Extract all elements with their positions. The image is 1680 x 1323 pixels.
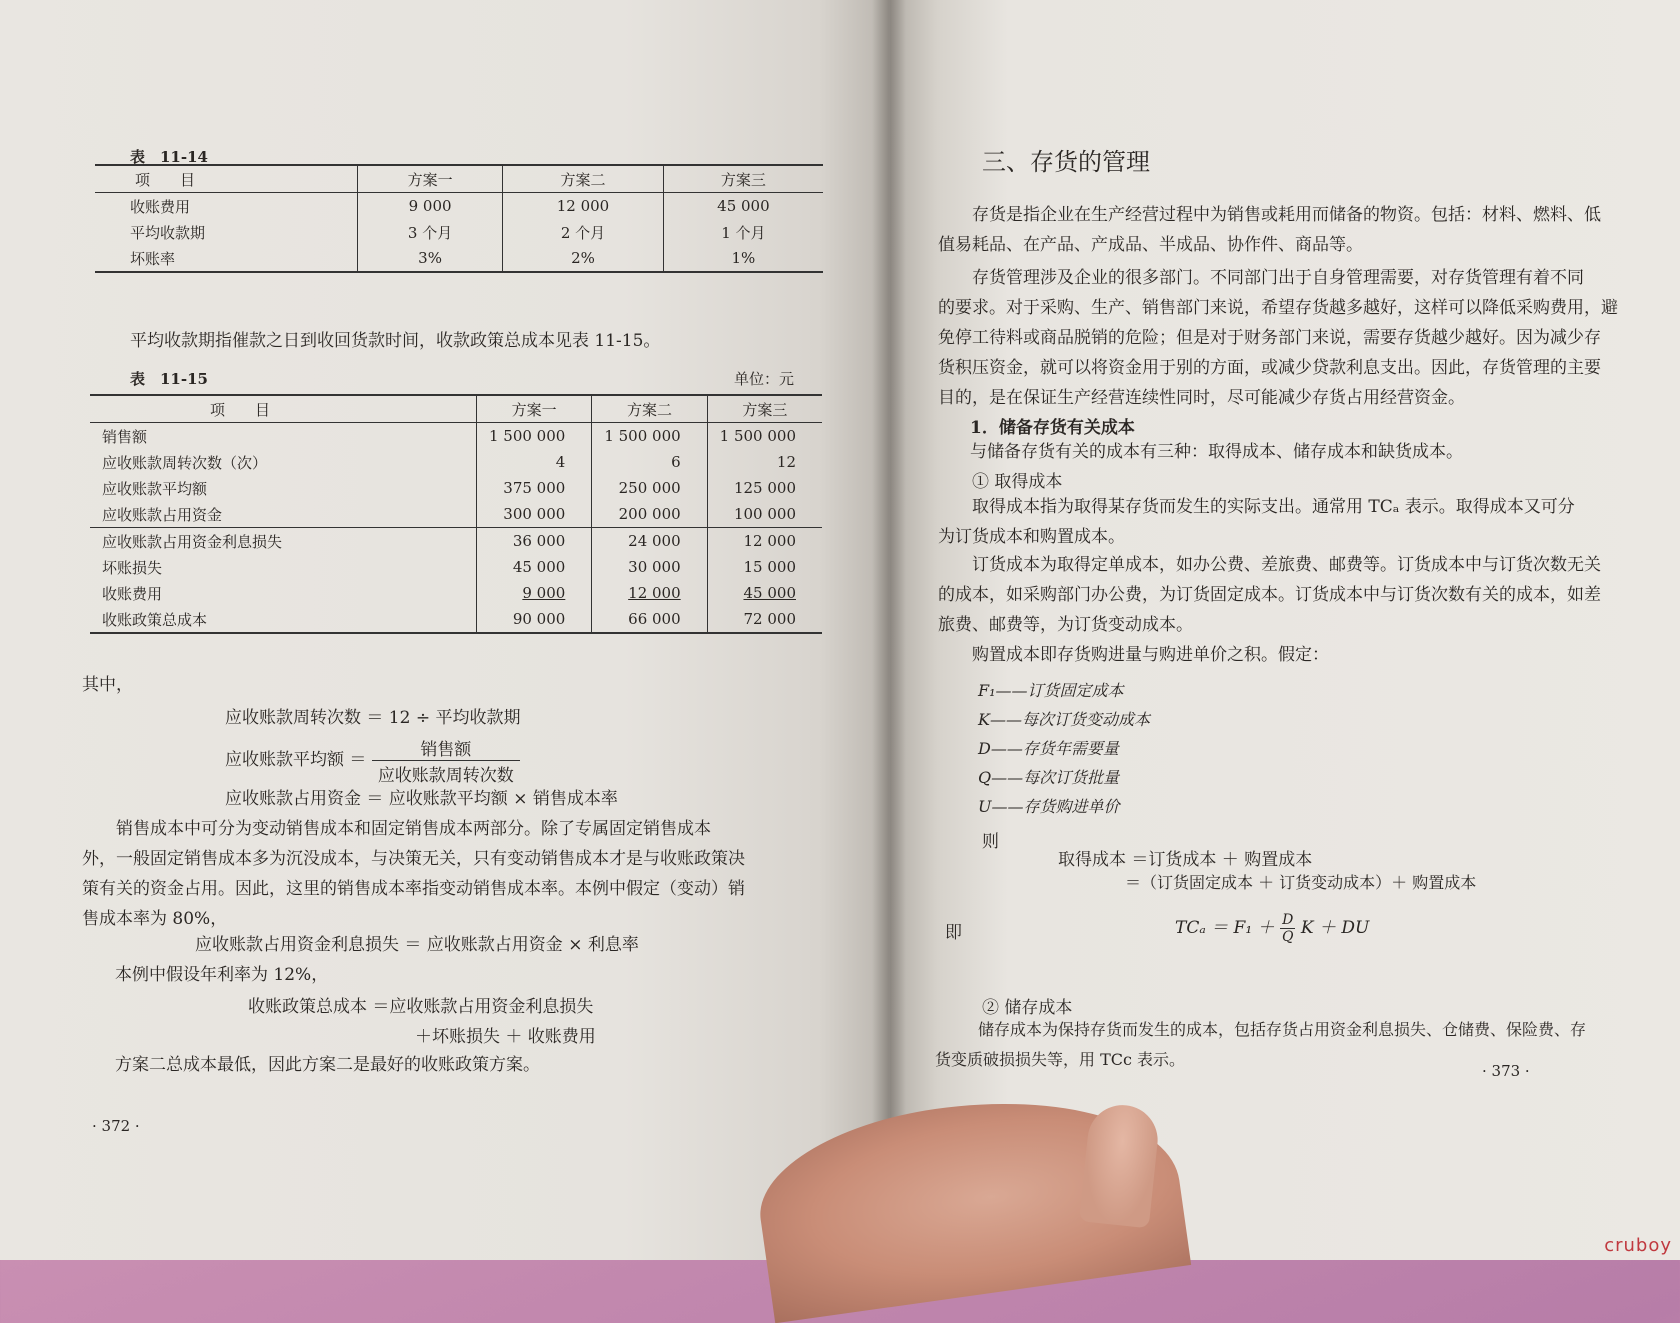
interest-rate-paragraph: 本例中假设年利率为 12%， <box>115 965 329 985</box>
header-cell: 项 目 <box>90 395 476 423</box>
table-row <box>95 245 823 272</box>
section-title: 三、存货的管理 <box>982 148 1150 176</box>
formula-occupied-capital: 应收账款占用资金 ＝ 应收账款平均额 × 销售成本率 <box>225 789 618 809</box>
sales-cost-paragraph <box>82 814 822 934</box>
paragraph-line: 存货是指企业在生产经营过程中为销售或耗用而储备的物资。包括：材料、燃料、低 <box>972 205 1601 225</box>
definition-item: D——存货年需要量 <box>978 739 1119 758</box>
table-11-15 <box>90 394 822 634</box>
right-page <box>890 0 1680 1260</box>
paragraph-line: 策有关的资金占用。因此，这里的销售成本率指变动销售成本率。本例中假定（变动）销 <box>82 879 745 899</box>
table-cell: 100 000 <box>707 501 822 528</box>
table-row <box>90 449 822 475</box>
table-row <box>90 528 822 555</box>
paragraph-line: 值易耗品、在产品、产成品、半成品、协作件、商品等。 <box>938 235 1363 255</box>
page-number-right: · 373 · <box>1482 1062 1530 1080</box>
formula-total-cost-a: 收账政策总成本 ＝应收账款占用资金利息损失 <box>248 997 594 1017</box>
qizhong-label: 其中， <box>82 675 133 695</box>
table-cell: 24 000 <box>592 528 707 555</box>
header-cell: 方案一 <box>476 395 591 423</box>
table-cell: 200 000 <box>592 501 707 528</box>
table-cell: 收账政策总成本 <box>102 610 208 629</box>
table-cell: 36 000 <box>476 528 591 555</box>
table-cell: 销售额 <box>102 427 148 446</box>
header-cell: 方案一 <box>358 165 503 193</box>
table-row <box>90 423 822 450</box>
table-cell: 9 000 <box>358 193 503 220</box>
table-cell: 12 000 <box>707 528 822 555</box>
definition-item: Q——每次订货批量 <box>978 768 1120 787</box>
table-cell: 坏账率 <box>130 249 176 268</box>
table-cell: 应收账款占用资金 <box>102 505 223 524</box>
table-cell: 72 000 <box>707 606 822 633</box>
fraction-numerator: D <box>1280 912 1295 929</box>
table-cell: 15 000 <box>707 554 822 580</box>
paragraph-line: 售成本率为 80%， <box>82 909 228 929</box>
fraction <box>372 735 520 786</box>
table-row <box>90 475 822 501</box>
table-cell: 6 <box>592 449 707 475</box>
item-acquisition-cost: ① 取得成本 <box>972 472 1063 492</box>
paragraph-line: 储存成本为保持存货而发生的成本，包括存货占用资金利息损失、仓储费、保险费、存 <box>978 1020 1587 1039</box>
table-cell: 45 000 <box>663 193 823 220</box>
ze-label: 则 <box>982 832 999 852</box>
tc-formula <box>1175 912 1369 945</box>
table-cell: 应收账款平均额 <box>102 479 208 498</box>
order-cost-paragraph <box>938 550 1638 640</box>
table-row <box>90 501 822 528</box>
paragraph-line: 取得成本指为取得某存货而发生的实际支出。通常用 TCₐ 表示。取得成本又可分 <box>972 497 1575 517</box>
table-cell: 45 000 <box>743 584 796 602</box>
tc-formula-left: TCₐ ＝ F₁ ＋ <box>1175 918 1275 938</box>
paragraph-line: 旅费、邮费等，为订货变动成本。 <box>938 615 1193 635</box>
table-cell: 45 000 <box>476 554 591 580</box>
table-11-15-unit: 单位：元 <box>734 370 795 388</box>
fraction <box>1280 912 1295 945</box>
table-row <box>95 193 823 220</box>
header-cell: 方案二 <box>592 395 707 423</box>
paragraph-line: 目的，是在保证生产经营连续性同时，尽可能减少存货占用经营资金。 <box>938 388 1465 408</box>
fraction-denominator: Q <box>1281 929 1294 945</box>
book-gutter <box>872 0 906 1200</box>
tc-formula-right: K ＋ DU <box>1300 918 1370 938</box>
table-cell: 2 个月 <box>503 219 664 245</box>
table-cell: 收账费用 <box>102 584 163 603</box>
table-header-row <box>90 395 822 423</box>
header-cell: 方案三 <box>663 165 823 193</box>
formula-total-cost-b: ＋坏账损失 ＋ 收账费用 <box>415 1027 596 1047</box>
table-cell: 3% <box>358 245 503 272</box>
table-cell: 1 个月 <box>663 219 823 245</box>
conclusion-paragraph: 方案二总成本最低，因此方案二是最好的收账政策方案。 <box>115 1055 540 1075</box>
watermark: cruboy <box>1604 1235 1672 1256</box>
table-row <box>90 606 822 633</box>
table-cell: 应收账款周转次数（次） <box>102 453 268 472</box>
formula-turnover: 应收账款周转次数 ＝ 12 ÷ 平均收款期 <box>225 708 521 728</box>
table-11-15-title: 表 11-15 <box>130 370 208 388</box>
ji-label: 即 <box>945 923 962 943</box>
table-row <box>90 554 822 580</box>
table-11-14 <box>95 164 823 273</box>
table-cell: 250 000 <box>592 475 707 501</box>
paragraph-line: 为订货成本和购置成本。 <box>938 527 1125 547</box>
variable-definitions <box>978 676 1150 821</box>
table-row <box>95 219 823 245</box>
header-cell: 项 目 <box>95 165 358 193</box>
avg-period-paragraph: 平均收款期指催款之日到收回货款时间，收款政策总成本见表 11-15。 <box>130 331 661 351</box>
storage-cost-paragraph <box>935 975 1640 1075</box>
formula-average <box>225 735 520 786</box>
formula-average-left: 应收账款平均额 ＝ <box>225 750 367 770</box>
paragraph-line: 货积压资金，就可以将资金用于别的方面，或减少贷款利息支出。因此，存货管理的主要 <box>938 358 1601 378</box>
table-cell: 坏账损失 <box>102 558 163 577</box>
inventory-management-paragraph <box>938 263 1638 413</box>
table-header-row <box>95 165 823 193</box>
purchase-cost-paragraph: 购置成本即存货购进量与购进单价之积。假定： <box>972 645 1329 665</box>
table-cell: 1 500 000 <box>707 423 822 450</box>
table-cell: 4 <box>476 449 591 475</box>
paragraph-line: 货变质破损损失等，用 TCc 表示。 <box>935 1050 1186 1069</box>
table-cell: 12 000 <box>628 584 681 602</box>
table-cell: 1% <box>663 245 823 272</box>
table-cell: 平均收款期 <box>130 223 206 242</box>
table-cell: 3 个月 <box>358 219 503 245</box>
definition-item: U——存货购进单价 <box>978 797 1120 816</box>
subsection-title: 1．储备存货有关成本 <box>970 418 1135 438</box>
table-cell: 125 000 <box>707 475 822 501</box>
paragraph-line: 外，一般固定销售成本多为沉没成本，与决策无关，只有变动销售成本才是与收账政策决 <box>82 849 745 869</box>
acquisition-equation-2: ＝（订货固定成本 ＋ 订货变动成本）＋ 购置成本 <box>1125 873 1477 892</box>
header-cell: 方案三 <box>707 395 822 423</box>
paragraph-line: 的成本，如采购部门办公费，为订货固定成本。订货成本中与订货次数有关的成本，如差 <box>938 585 1601 605</box>
paragraph-line: 订货成本为取得定单成本，如办公费、差旅费、邮费等。订货成本中与订货次数无关 <box>972 555 1601 575</box>
table-cell: 1 500 000 <box>592 423 707 450</box>
paragraph-line: 的要求。对于采购、生产、销售部门来说，希望存货越多越好，这样可以降低采购费用，避 <box>938 298 1618 318</box>
acquisition-cost-paragraph <box>938 492 1638 552</box>
table-cell: 66 000 <box>592 606 707 633</box>
paragraph-line: 存货管理涉及企业的很多部门。不同部门出于自身管理需要，对存货管理有着不同 <box>972 268 1584 288</box>
table-cell: 2% <box>503 245 664 272</box>
table-row <box>90 580 822 606</box>
paragraph-line: 销售成本中可分为变动销售成本和固定销售成本两部分。除了专属固定销售成本 <box>116 819 711 839</box>
definition-item: K——每次订货变动成本 <box>978 710 1150 729</box>
definition-item: F₁——订货固定成本 <box>978 681 1124 700</box>
fraction-denominator: 应收账款周转次数 <box>377 766 514 786</box>
table-cell: 9 000 <box>522 584 566 602</box>
table-cell: 300 000 <box>476 501 591 528</box>
table-cell: 1 500 000 <box>476 423 591 450</box>
formula-interest-loss: 应收账款占用资金利息损失 ＝ 应收账款占用资金 × 利息率 <box>195 935 639 955</box>
table-cell: 应收账款占用资金利息损失 <box>90 528 476 555</box>
table-cell: 30 000 <box>592 554 707 580</box>
paragraph-line: 免停工待料或商品脱销的危险；但是对于财务部门来说，需要存货越少越好。因为减少存 <box>938 328 1601 348</box>
table-cell: 12 000 <box>503 193 664 220</box>
table-cell: 收账费用 <box>130 197 191 216</box>
table-cell: 375 000 <box>476 475 591 501</box>
table-cell: 12 <box>707 449 822 475</box>
item-storage-cost: ② 储存成本 <box>982 998 1073 1018</box>
page-number-left: · 372 · <box>92 1117 140 1135</box>
fraction-numerator: 销售额 <box>372 735 520 761</box>
header-cell: 方案二 <box>503 165 664 193</box>
acquisition-equation-1: 取得成本 ＝订货成本 ＋ 购置成本 <box>1058 850 1313 870</box>
inventory-definition-paragraph <box>938 200 1638 260</box>
table-11-14-title: 表 11-14 <box>130 148 208 166</box>
table-cell: 90 000 <box>476 606 591 633</box>
cost-types-paragraph: 与储备存货有关的成本有三种：取得成本、储存成本和缺货成本。 <box>970 442 1463 462</box>
